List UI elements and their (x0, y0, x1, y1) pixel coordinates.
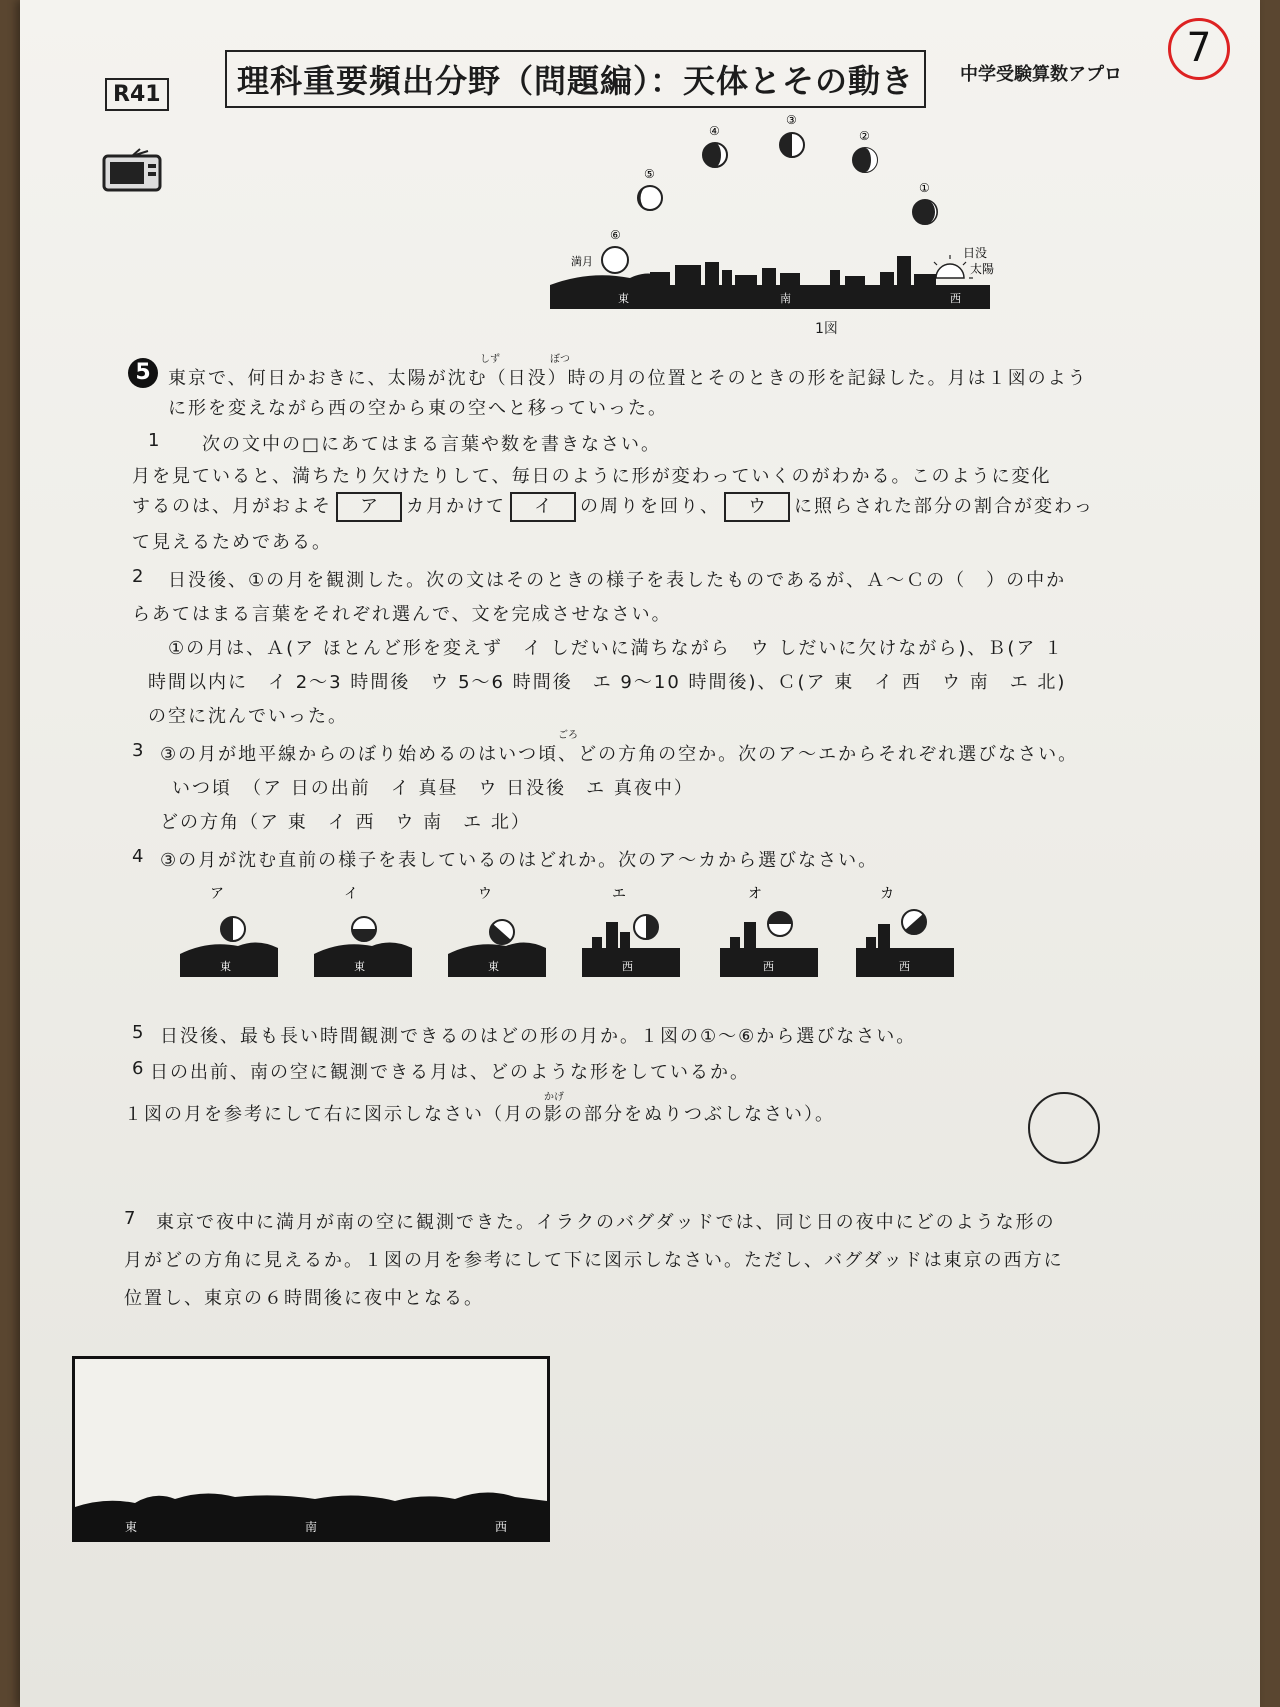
q1-line2-part-d: に照らされた部分の割合が変わっ (794, 496, 1094, 517)
q6-line1: 日の出前、南の空に観測できる月は、どのような形をしているか。 (150, 1062, 750, 1083)
sun-label: 太陽 (970, 262, 995, 276)
furigana-kage: かげ (544, 1092, 564, 1103)
choice-i-label: イ (344, 886, 358, 902)
page-title: 理科重要頻出分野（問題編）：天体とその動き (225, 50, 926, 108)
q3-line1: ③の月が地平線からのぼり始めるのはいつ頃、どの方角の空か。次のア～エからそれぞれ選びなさい。 (160, 744, 1079, 765)
answer-box-i[interactable]: イ (510, 492, 576, 522)
choice-u-label: ウ (478, 886, 492, 902)
moon-2 (853, 148, 877, 172)
q2-line1: 日没後、①の月を観測した。次の文はそのときの様子を表したものであるが、Ａ～Ｃの（ ）の中か (168, 570, 1067, 591)
choice-ka-label: カ (880, 886, 894, 902)
moon-4-label: ④ (709, 124, 720, 138)
frame-direction-south: 南 (305, 1520, 318, 1534)
q2-line2: らあてはまる言葉をそれぞれ選んで、文を完成させなさい。 (132, 604, 672, 625)
direction-east: 東 (618, 292, 629, 305)
moon-1 (913, 200, 937, 224)
q1-instruction: 次の文中の□にあてはまる言葉や数を書きなさい。 (202, 434, 662, 455)
choice-e-label: エ (612, 886, 626, 902)
q7-line3: 位置し、東京の６時間後に夜中となる。 (124, 1288, 484, 1309)
q3-number: 3 (132, 740, 146, 761)
question-intro-line2: に形を変えながら西の空から東の空へと移っていった。 (168, 398, 668, 419)
moon-4 (703, 143, 727, 167)
q7-answer-frame[interactable] (72, 1356, 550, 1542)
q5-number: 5 (132, 1022, 146, 1043)
q6-line2: １図の月を参考にして右に図示しなさい（月の影の部分をぬりつぶしなさい）。 (124, 1104, 835, 1125)
q6-answer-circle[interactable] (1028, 1092, 1100, 1164)
q1-line3: て見えるためである。 (132, 532, 332, 553)
question-intro-line1: 東京で、何日かおきに、太陽が沈む（日没）時の月の位置とそのときの形を記録した。月は１図のよう (168, 368, 1088, 389)
tv-icon (102, 148, 164, 192)
q3-line3: どの方角（ア 東 イ 西 ウ 南 エ 北） (160, 812, 531, 833)
frame-direction-east: 東 (125, 1520, 138, 1534)
q1-line2-part-a: するのは、月がおよそ (132, 496, 332, 517)
choice-a-direction: 東 (220, 960, 231, 973)
moon-6-label: ⑥ (610, 228, 621, 242)
moon-3 (780, 133, 804, 157)
q3-line2: いつ頃 （ア 日の出前 イ 真昼 ウ 日没後 エ 真夜中） (172, 778, 694, 799)
moon-1-label: ① (919, 181, 930, 195)
q1-number: 1 (148, 430, 162, 451)
choice-e-direction: 西 (622, 960, 633, 973)
q1-line2-part-b: カ月かけて (406, 496, 506, 517)
publisher-name: 中学受験算数アプロ (960, 64, 1122, 85)
q4-line1: ③の月が沈む直前の様子を表しているのはどれか。次のア～カから選びなさい。 (160, 850, 879, 871)
choice-o-picture (720, 886, 818, 977)
choice-ka-direction: 西 (899, 960, 910, 973)
figure-1-moon-phases (540, 110, 1010, 315)
direction-south: 南 (780, 292, 791, 305)
q2-number: 2 (132, 566, 146, 587)
frame-direction-west: 西 (495, 1520, 508, 1534)
choice-a-picture (180, 886, 278, 977)
horizon-silhouette (75, 1359, 547, 1539)
choice-u-picture (448, 886, 546, 977)
moon-5-label: ⑤ (644, 167, 655, 181)
q1-line2-part-c: の周りを回り、 (580, 496, 720, 517)
choice-i-picture (314, 886, 412, 977)
question-number-badge: 5 (128, 358, 158, 388)
choice-a-label: ア (210, 886, 224, 902)
worksheet-code: R41 (105, 78, 169, 111)
q1-line2 (132, 492, 1094, 522)
furigana-goro: ごろ (558, 730, 578, 741)
q2-line4: 時間以内に イ 2～3 時間後 ウ 5～6 時間後 エ 9～10 時間後)、Ｃ(ア 東 イ 西 ウ 南 エ 北) (148, 672, 1067, 693)
choice-ka-picture (856, 886, 954, 977)
moon-6-full (602, 247, 628, 273)
q6-number: 6 (132, 1058, 146, 1079)
figure-1-caption: 1図 (815, 321, 838, 337)
q7-line2: 月がどの方角に見えるか。１図の月を参考にして下に図示しなさい。ただし、バグダッドは東京の西方に (124, 1250, 1064, 1271)
worksheet-page (20, 0, 1260, 1707)
q5-line1: 日没後、最も長い時間観測できるのはどの形の月か。１図の①～⑥から選びなさい。 (160, 1026, 917, 1047)
sunset-label: 日没 (963, 246, 988, 260)
choice-u-direction: 東 (488, 960, 499, 973)
moon-3-label: ③ (786, 113, 797, 127)
direction-west: 西 (950, 292, 961, 305)
q7-line1: 東京で夜中に満月が南の空に観測できた。イラクのバグダッドでは、同じ日の夜中にどのような形の (156, 1212, 1056, 1233)
q2-line3: ①の月は、Ａ(ア ほとんど形を変えず イ しだいに満ちながら ウ しだいに欠けながら)、Ｂ(ア １ (168, 638, 1065, 659)
full-moon-label: 満月 (571, 255, 593, 268)
moon-5 (638, 186, 662, 210)
choice-i-direction: 東 (354, 960, 365, 973)
q7-number: 7 (124, 1208, 138, 1229)
q4-number: 4 (132, 846, 146, 867)
page-number: 7 (1168, 18, 1230, 80)
furigana-botsu: ぼつ (550, 354, 570, 365)
q1-line1: 月を見ていると、満ちたり欠けたりして、毎日のように形が変わっていくのがわかる。このように変化 (132, 466, 1052, 487)
choice-e-picture (582, 886, 680, 977)
moon-2-label: ② (859, 129, 870, 143)
answer-box-a[interactable]: ア (336, 492, 402, 522)
answer-box-u[interactable]: ウ (724, 492, 790, 522)
q2-line5: の空に沈んでいった。 (148, 706, 348, 727)
q4-choice-pictures (178, 882, 978, 982)
choice-o-label: オ (748, 886, 762, 902)
furigana-shizumu: しず (480, 354, 500, 365)
choice-o-direction: 西 (763, 960, 774, 973)
